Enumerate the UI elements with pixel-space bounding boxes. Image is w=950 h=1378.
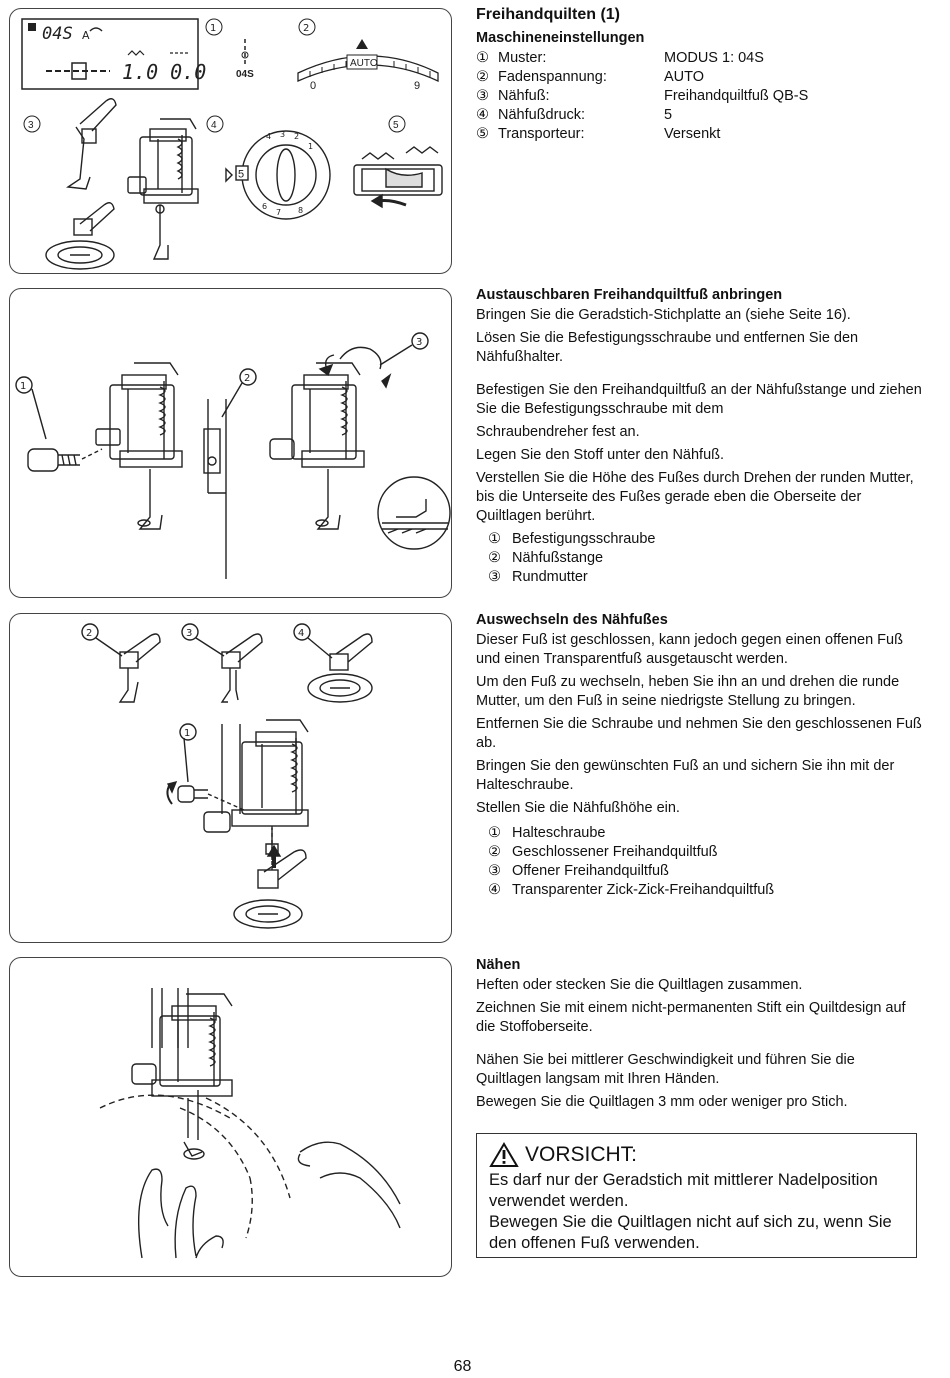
pattern-symbol: [236, 39, 254, 80]
change-foot-illustration: [10, 614, 451, 942]
instruction-paragraph: Legen Sie den Stoff unter den Nähfuß.: [476, 447, 725, 463]
svg-text:2: 2: [244, 373, 251, 384]
instruction-paragraph: Bringen Sie den gewünschten Fuß an und sichern Sie ihn mit der Halteschraube.: [476, 758, 895, 793]
svg-text:4: 4: [266, 132, 272, 141]
svg-text:4: 4: [211, 120, 217, 131]
legend-item: ② Nähfußstange: [488, 550, 604, 566]
lcd-values-text: 1.0 0.0: [122, 60, 207, 84]
instruction-paragraph: Heften oder stecken Sie die Quiltlagen zusammen.: [476, 977, 803, 993]
instruction-paragraph: Zeichnen Sie mit einem nicht-permanenten Stift ein Quiltdesign auf die Stoffoberseite.: [476, 1000, 906, 1035]
instruction-paragraph: Entfernen Sie die Schraube und nehmen Sie den geschlossenen Fuß ab.: [476, 716, 922, 751]
sewing-illustration: [10, 958, 451, 1276]
warning-triangle-icon: [489, 1142, 519, 1168]
svg-text:9: 9: [414, 80, 421, 92]
settings-subtitle: Maschineneinstellungen: [476, 30, 645, 46]
svg-text:3: 3: [186, 628, 193, 639]
pressure-selected: 5: [238, 168, 245, 181]
change-foot-figure: [9, 613, 452, 943]
tension-dial: [298, 39, 438, 92]
machine-settings-text: [476, 6, 922, 144]
caution-box: [476, 1133, 917, 1258]
section-title: Nähen: [476, 957, 521, 973]
svg-text:1: 1: [184, 728, 191, 739]
svg-text:1: 1: [308, 142, 314, 151]
legend-item: ③ Rundmutter: [488, 569, 588, 585]
settings-row: ⑤ Transporteur: Versenkt: [476, 126, 721, 142]
instruction-paragraph: Dieser Fuß ist geschlossen, kann jedoch gegen einen offenen Fuß und einen Transparentfuß ausgetauscht werden.: [476, 632, 903, 667]
instruction-paragraph: Nähen Sie bei mittlerer Geschwindigkeit und führen Sie die Quiltlagen langsam mit Ihren Händen.: [476, 1052, 855, 1087]
svg-text:3: 3: [280, 130, 286, 139]
lcd-display: [22, 19, 206, 89]
svg-text:4: 4: [298, 628, 305, 639]
caution-line: Bewegen Sie die Quiltlagen nicht auf sich zu, wenn Sie den offenen Fuß verwenden.: [489, 1213, 892, 1252]
caution-header: [489, 1142, 904, 1168]
machine-settings-figure: [9, 8, 452, 274]
svg-text:0: 0: [310, 80, 317, 92]
caution-title: VORSICHT:: [525, 1143, 638, 1166]
pattern-code: 04S: [236, 69, 254, 80]
instruction-paragraph: Stellen Sie die Nähfußhöhe ein.: [476, 800, 680, 816]
section-title: Austauschbaren Freihandquiltfuß anbringen: [476, 287, 783, 303]
svg-text:5: 5: [393, 120, 399, 131]
parts-legend: [488, 530, 922, 587]
svg-text:3: 3: [28, 120, 34, 131]
settings-row: ③ Nähfuß: Freihandquiltfuß QB-S: [476, 88, 809, 104]
page-number: 68: [453, 1358, 472, 1375]
machine-settings-illustration: [10, 9, 451, 273]
svg-text:A: A: [82, 29, 90, 42]
instruction-paragraph: Um den Fuß zu wechseln, heben Sie ihn an und drehen die runde Mutter, um den Fuß in seine niedrigste Stellung zu bringen.: [476, 674, 900, 709]
change-foot-text: [476, 612, 922, 900]
attach-foot-illustration: [10, 289, 451, 597]
settings-list: [476, 49, 922, 144]
foot-assembly-illustration: [128, 119, 198, 259]
svg-text:7: 7: [276, 208, 282, 217]
sewing-text: [476, 957, 922, 1116]
instruction-paragraph: Befestigen Sie den Freihandquiltfuß an der Nähfußstange und ziehen Sie die Befestigungsschraube mit dem: [476, 382, 922, 417]
instruction-paragraph: Verstellen Sie die Höhe des Fußes durch Drehen der runden Mutter, bis die Unterseite des Fußes gerade eben die Oberseite der Quiltlagen berührt.: [476, 470, 914, 524]
section-title: Auswechseln des Nähfußes: [476, 612, 668, 628]
parts-legend: [488, 824, 922, 900]
closed-foot-illustration: [68, 99, 116, 189]
instruction-paragraph: Schraubendreher fest an.: [476, 424, 640, 440]
instruction-paragraph: Bringen Sie die Geradstich-Stichplatte an (siehe Seite 16).: [476, 307, 851, 323]
legend-item: ① Halteschraube: [488, 825, 606, 841]
caution-line: Es darf nur der Geradstich mit mittlerer Nadelposition verwendet werden.: [489, 1171, 878, 1210]
legend-item: ④ Transparenter Zick-Zick-Freihandquiltfuß: [488, 882, 775, 898]
svg-text:8: 8: [298, 206, 304, 215]
sewing-figure: [9, 957, 452, 1277]
legend-item: ③ Offener Freihandquiltfuß: [488, 863, 669, 879]
svg-text:2: 2: [86, 628, 93, 639]
svg-text:2: 2: [294, 132, 300, 141]
svg-text:6: 6: [262, 202, 268, 211]
svg-text:1: 1: [210, 23, 217, 34]
instruction-paragraph: Lösen Sie die Befestigungsschraube und entfernen Sie den Nähfußhalter.: [476, 330, 859, 365]
tension-auto-label: AUTO: [350, 58, 378, 69]
settings-row: ④ Nähfußdruck: 5: [476, 107, 673, 123]
attach-foot-text: [476, 287, 922, 587]
attach-foot-figure: [9, 288, 452, 598]
settings-row: ① Muster: MODUS 1: 04S: [476, 50, 764, 66]
settings-row: ② Fadenspannung: AUTO: [476, 69, 705, 85]
section-title: Freihandquilten (1): [476, 6, 620, 23]
svg-text:3: 3: [416, 337, 423, 348]
svg-text:2: 2: [303, 23, 310, 34]
feed-dog-lever: [354, 147, 442, 207]
legend-item: ① Befestigungsschraube: [488, 531, 656, 547]
svg-text:1: 1: [20, 381, 27, 392]
instruction-paragraph: Bewegen Sie die Quiltlagen 3 mm oder weniger pro Stich.: [476, 1094, 848, 1110]
lcd-pattern-text: 04S: [42, 24, 73, 44]
legend-item: ② Geschlossener Freihandquiltfuß: [488, 844, 718, 860]
transparent-foot-illustration: [46, 203, 114, 269]
